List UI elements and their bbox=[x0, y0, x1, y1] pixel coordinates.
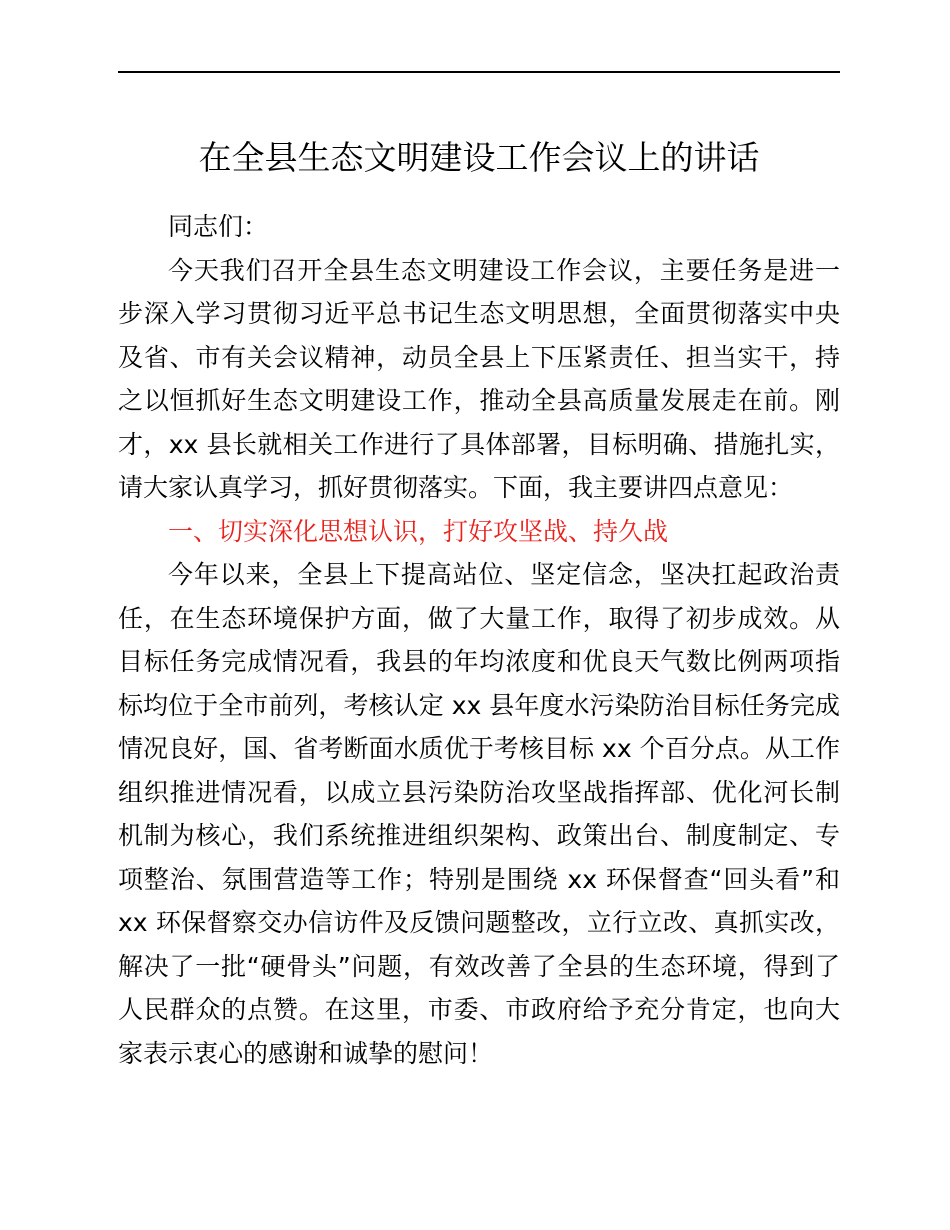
header-rule bbox=[118, 71, 840, 73]
section-paragraph: 今年以来，全县上下提高站位、坚定信念，坚决扛起政治责任，在生态环境保护方面，做了大量工作，取得了初步成效。从目标任务完成情况看，我县的年均浓度和优良天气数比例两项指标均位于全市前列，考核认定 xx 县年度水污染防治目标任务完成情况良好，国、省考断面水质优于考核目标 xx 个百分点。从工作组织推进情况看，以成立县污染防治攻坚战指挥部、优化河长制机制为核心，我们系统推进组织架构、政策出台、制度制定、专项整治、氛围营造等工作；特别是围绕 xx 环保督查“回头看”和 xx 环保督察交办信访件及反馈问题整改，立行立改、真抓实改，解决了一批“硬骨头”问题，有效改善了全县的生态环境，得到了人民群众的点赞。在这里，市委、市政府给予充分肯定，也向大家表示衷心的感谢和诚挚的慰问！ bbox=[118, 560, 840, 1068]
document-title: 在全县生态文明建设工作会议上的讲话 bbox=[198, 138, 760, 177]
document-body bbox=[118, 205, 840, 1075]
salutation: 同志们： bbox=[168, 212, 269, 241]
section-heading: 一、切实深化思想认识，打好攻坚战、持久战 bbox=[168, 516, 669, 546]
intro-paragraph: 今天我们召开全县生态文明建设工作会议，主要任务是进一步深入学习贯彻习近平总书记生态文明思想，全面贯彻落实中央及省、市有关会议精神，动员全县上下压紧责任、担当实干，持之以恒抓好生态文明建设工作，推动全县高质量发展走在前。刚才，xx 县长就相关工作进行了具体部署，目标明确、措施扎实，请大家认真学习，抓好贯彻落实。下面，我主要讲四点意见： bbox=[118, 255, 840, 502]
